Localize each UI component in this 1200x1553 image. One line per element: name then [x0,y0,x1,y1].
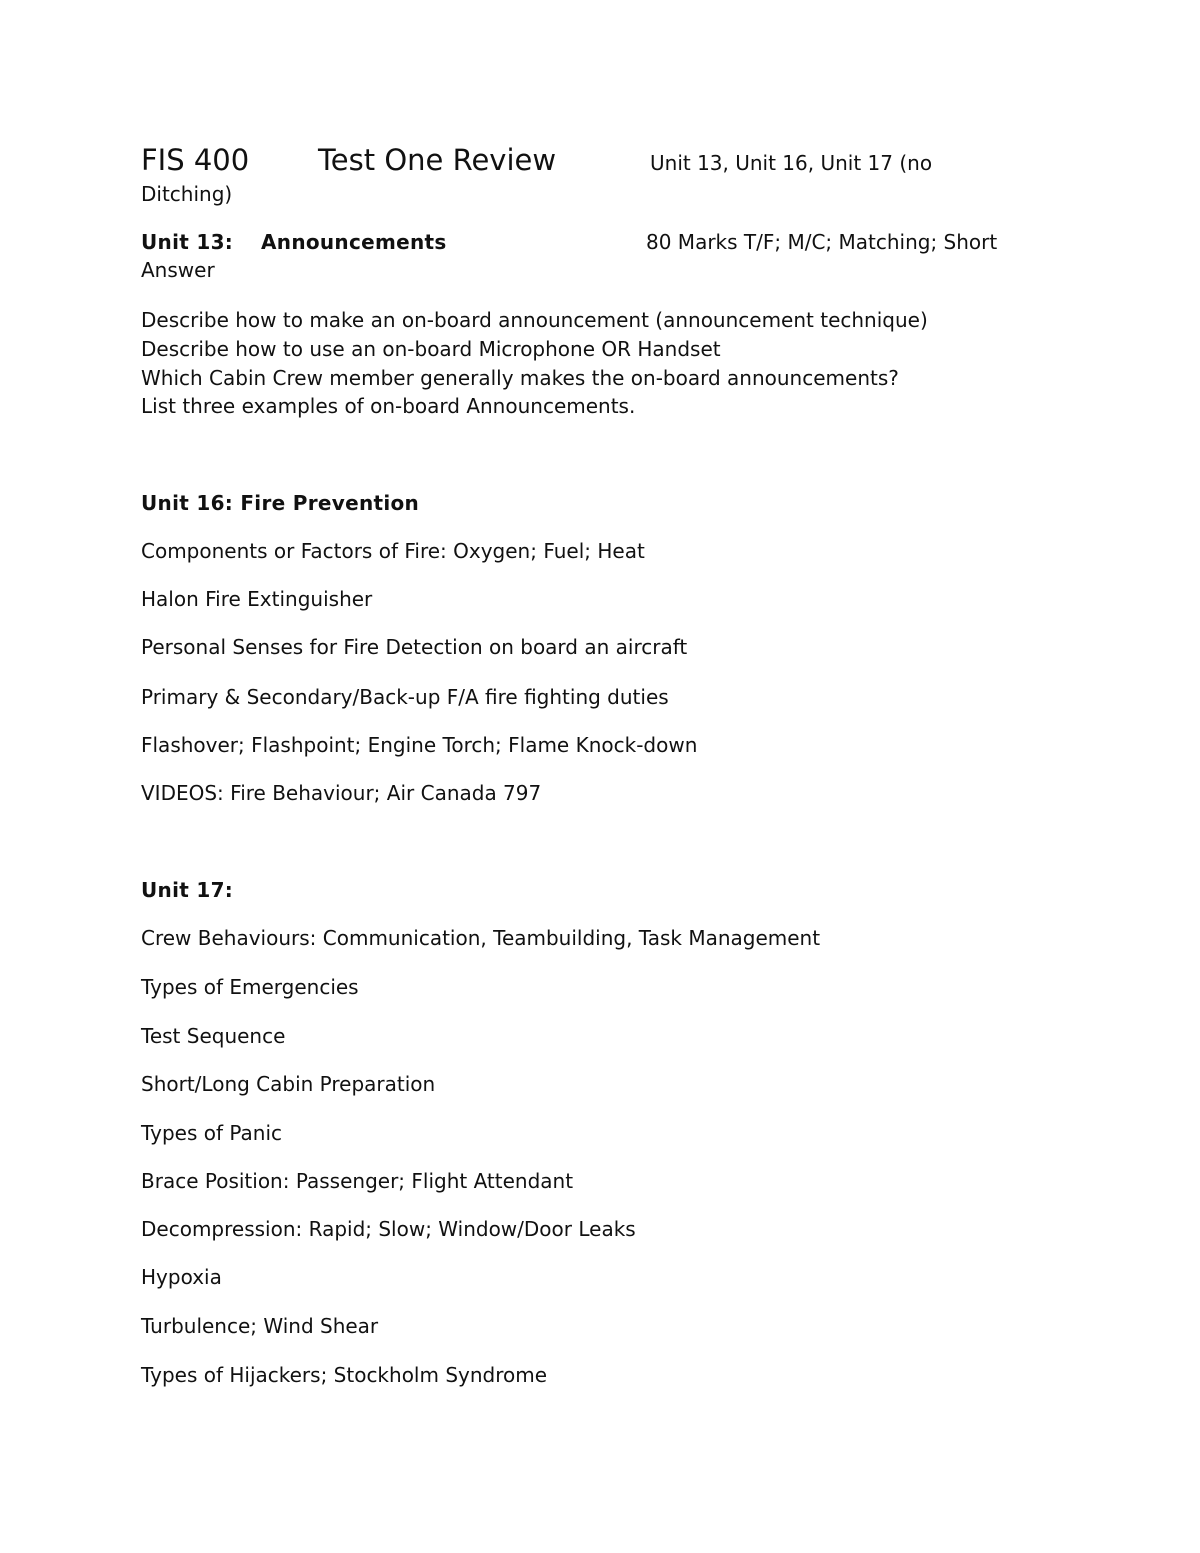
unit13-item: Describe how to make an on-board announcement (announcement technique) [141,308,928,332]
unit17-item: Decompression: Rapid; Slow; Window/Door Leaks [141,1217,636,1241]
document-title: Test One Review [318,143,557,177]
unit17-item: Turbulence; Wind Shear [141,1314,379,1338]
unit16-item: Flashover; Flashpoint; Engine Torch; Flame Knock-down [141,733,698,757]
unit17-item: Crew Behaviours: Communication, Teambuilding, Task Management [141,926,821,950]
unit17-item: Types of Hijackers; Stockholm Syndrome [141,1363,548,1387]
unit13-item: Describe how to use an on-board Microphone OR Handset [141,337,721,361]
unit16-item: VIDEOS: Fire Behaviour; Air Canada 797 [141,781,542,805]
unit16-item: Components or Factors of Fire: Oxygen; Fuel; Heat [141,539,645,563]
unit13-marks: 80 Marks T/F; M/C; Matching; Short [646,230,998,254]
course-code: FIS 400 [141,143,250,177]
units-covered: Unit 13, Unit 16, Unit 17 (no [650,151,933,175]
unit16-item: Personal Senses for Fire Detection on board an aircraft [141,635,688,659]
unit17-item: Types of Emergencies [141,975,359,999]
units-covered-continued: Ditching) [141,182,233,206]
unit17-item: Brace Position: Passenger; Flight Attendant [141,1169,574,1193]
unit16-item: Primary & Secondary/Back-up F/A fire fighting duties [141,685,669,709]
unit16-item: Halon Fire Extinguisher [141,587,373,611]
unit13-marks-continued: Answer [141,258,215,282]
unit13-item: List three examples of on-board Announcements. [141,394,636,418]
unit17-item: Short/Long Cabin Preparation [141,1072,436,1096]
unit13-topic: Announcements [261,230,447,254]
unit17-heading: Unit 17: [141,878,234,902]
unit17-item: Hypoxia [141,1265,222,1289]
unit16-heading: Unit 16: Fire Prevention [141,491,420,515]
unit17-item: Test Sequence [141,1024,286,1048]
unit13-item: Which Cabin Crew member generally makes the on-board announcements? [141,366,899,390]
unit13-label: Unit 13: [141,230,234,254]
unit17-item: Types of Panic [141,1121,282,1145]
